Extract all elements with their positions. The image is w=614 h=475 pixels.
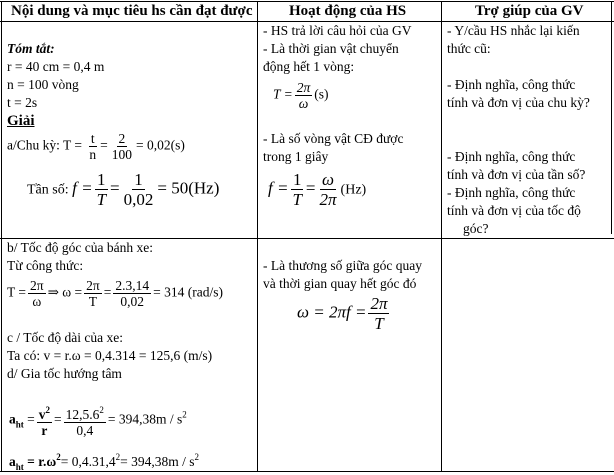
row-divider [0,238,614,239]
frequency-omega-formula: f = $\frac{1}{T}$ = $\frac{\omega}{2\pi}$ (Hz) [268,170,367,209]
student-answer-line1: - HS trả lời câu hỏi của GV [263,23,412,38]
centripetal-formula-1: $a_{ht}$ = $\frac{v^2}{r}$ = $\frac{12,5.6^2}{0,4}$ = $394,38m / s^2$ [9,405,187,438]
summary-label: Tóm tắt: [7,41,55,56]
column-divider-2 [441,1,442,472]
linear-speed-heading: c / Tốc độ dài của xe: [7,330,123,345]
teacher-support-line3: - Định nghĩa, công thức [447,77,576,92]
centripetal-formula-2: $a_{ht} = r.\omega^2= 0,4.31,4^2= 394,38m / s^2$ [9,452,199,472]
column-divider-1 [257,1,258,472]
table-border-right [611,1,612,234]
header-student-activity: Hoạt động của HS [289,3,407,19]
student-answer-line4: - Là số vòng vật CĐ được [263,131,404,146]
angular-speed-heading: b/ Tốc độ góc của bánh xe: [7,240,153,255]
student-answer-line2: - Là thời gian vật chuyển [263,41,399,56]
table-border-top [0,1,614,2]
student-answer-line3: động hết 1 vòng: [263,59,355,74]
student-answer-line5: trong 1 giây [263,149,329,164]
teacher-support-line6: tính và đơn vị của tần số? [447,167,586,182]
teacher-support-line8: tính và đơn vị của tốc độ [447,203,581,218]
linear-speed-formula: Ta có: v = r.ω = 0,4.314 = 125,6 (m/s) [7,348,213,363]
omega-frequency-formula: ω = 2πf = $\frac{2\pi}{T}$ [297,294,388,333]
given-radius: r = 40 cm = 0,4 m [7,59,105,74]
teacher-support-line4: tính và đơn vị của chu kỳ? [447,95,590,110]
teacher-support-line1: - Y/cầu HS nhắc lại kiến [447,23,580,38]
given-time: t = 2s [7,95,38,110]
centripetal-heading: d/ Gia tốc hướng tâm [7,366,122,381]
teacher-support-line7: - Định nghĩa, công thức [447,185,576,200]
period-formula: a/Chu kỳ: T = $\frac{t}{n}$ = $\frac{2}{100}$ = 0,02(s) [7,131,185,162]
frequency-formula: Tần số: f = $\frac{1}{T}$ = $\frac{1}{0,02}$ = 50(Hz) [27,170,220,209]
angular-speed-formula: T = $\frac{2\pi}{\omega}$ ⇒ ω = $\frac{2\pi}{T}$ = $\frac{2.3,14}{0,02}$ = 314 (rad/s) [7,278,223,309]
header-teacher-support: Trợ giúp của GV [475,3,584,19]
solution-label: Giải [7,113,35,129]
angular-speed-definition-line2: và thời gian quay hết góc đó [263,276,417,291]
header-divider [0,21,614,22]
period-omega-formula: T = $\frac{2\pi}{\omega}$ (s) [273,80,329,111]
header-content: Nội dung và mục tiêu hs cần đạt được [11,3,253,19]
teacher-support-line5: - Định nghĩa, công thức [447,149,576,164]
teacher-support-line2: thức cũ: [447,41,491,56]
given-revolutions: n = 100 vòng [7,77,79,92]
table-border-left [1,1,2,472]
teacher-support-line9: góc? [463,221,489,236]
angular-speed-definition-line1: - Là thương số giữa góc quay [263,258,422,273]
from-formula-label: Từ công thức: [7,258,84,273]
